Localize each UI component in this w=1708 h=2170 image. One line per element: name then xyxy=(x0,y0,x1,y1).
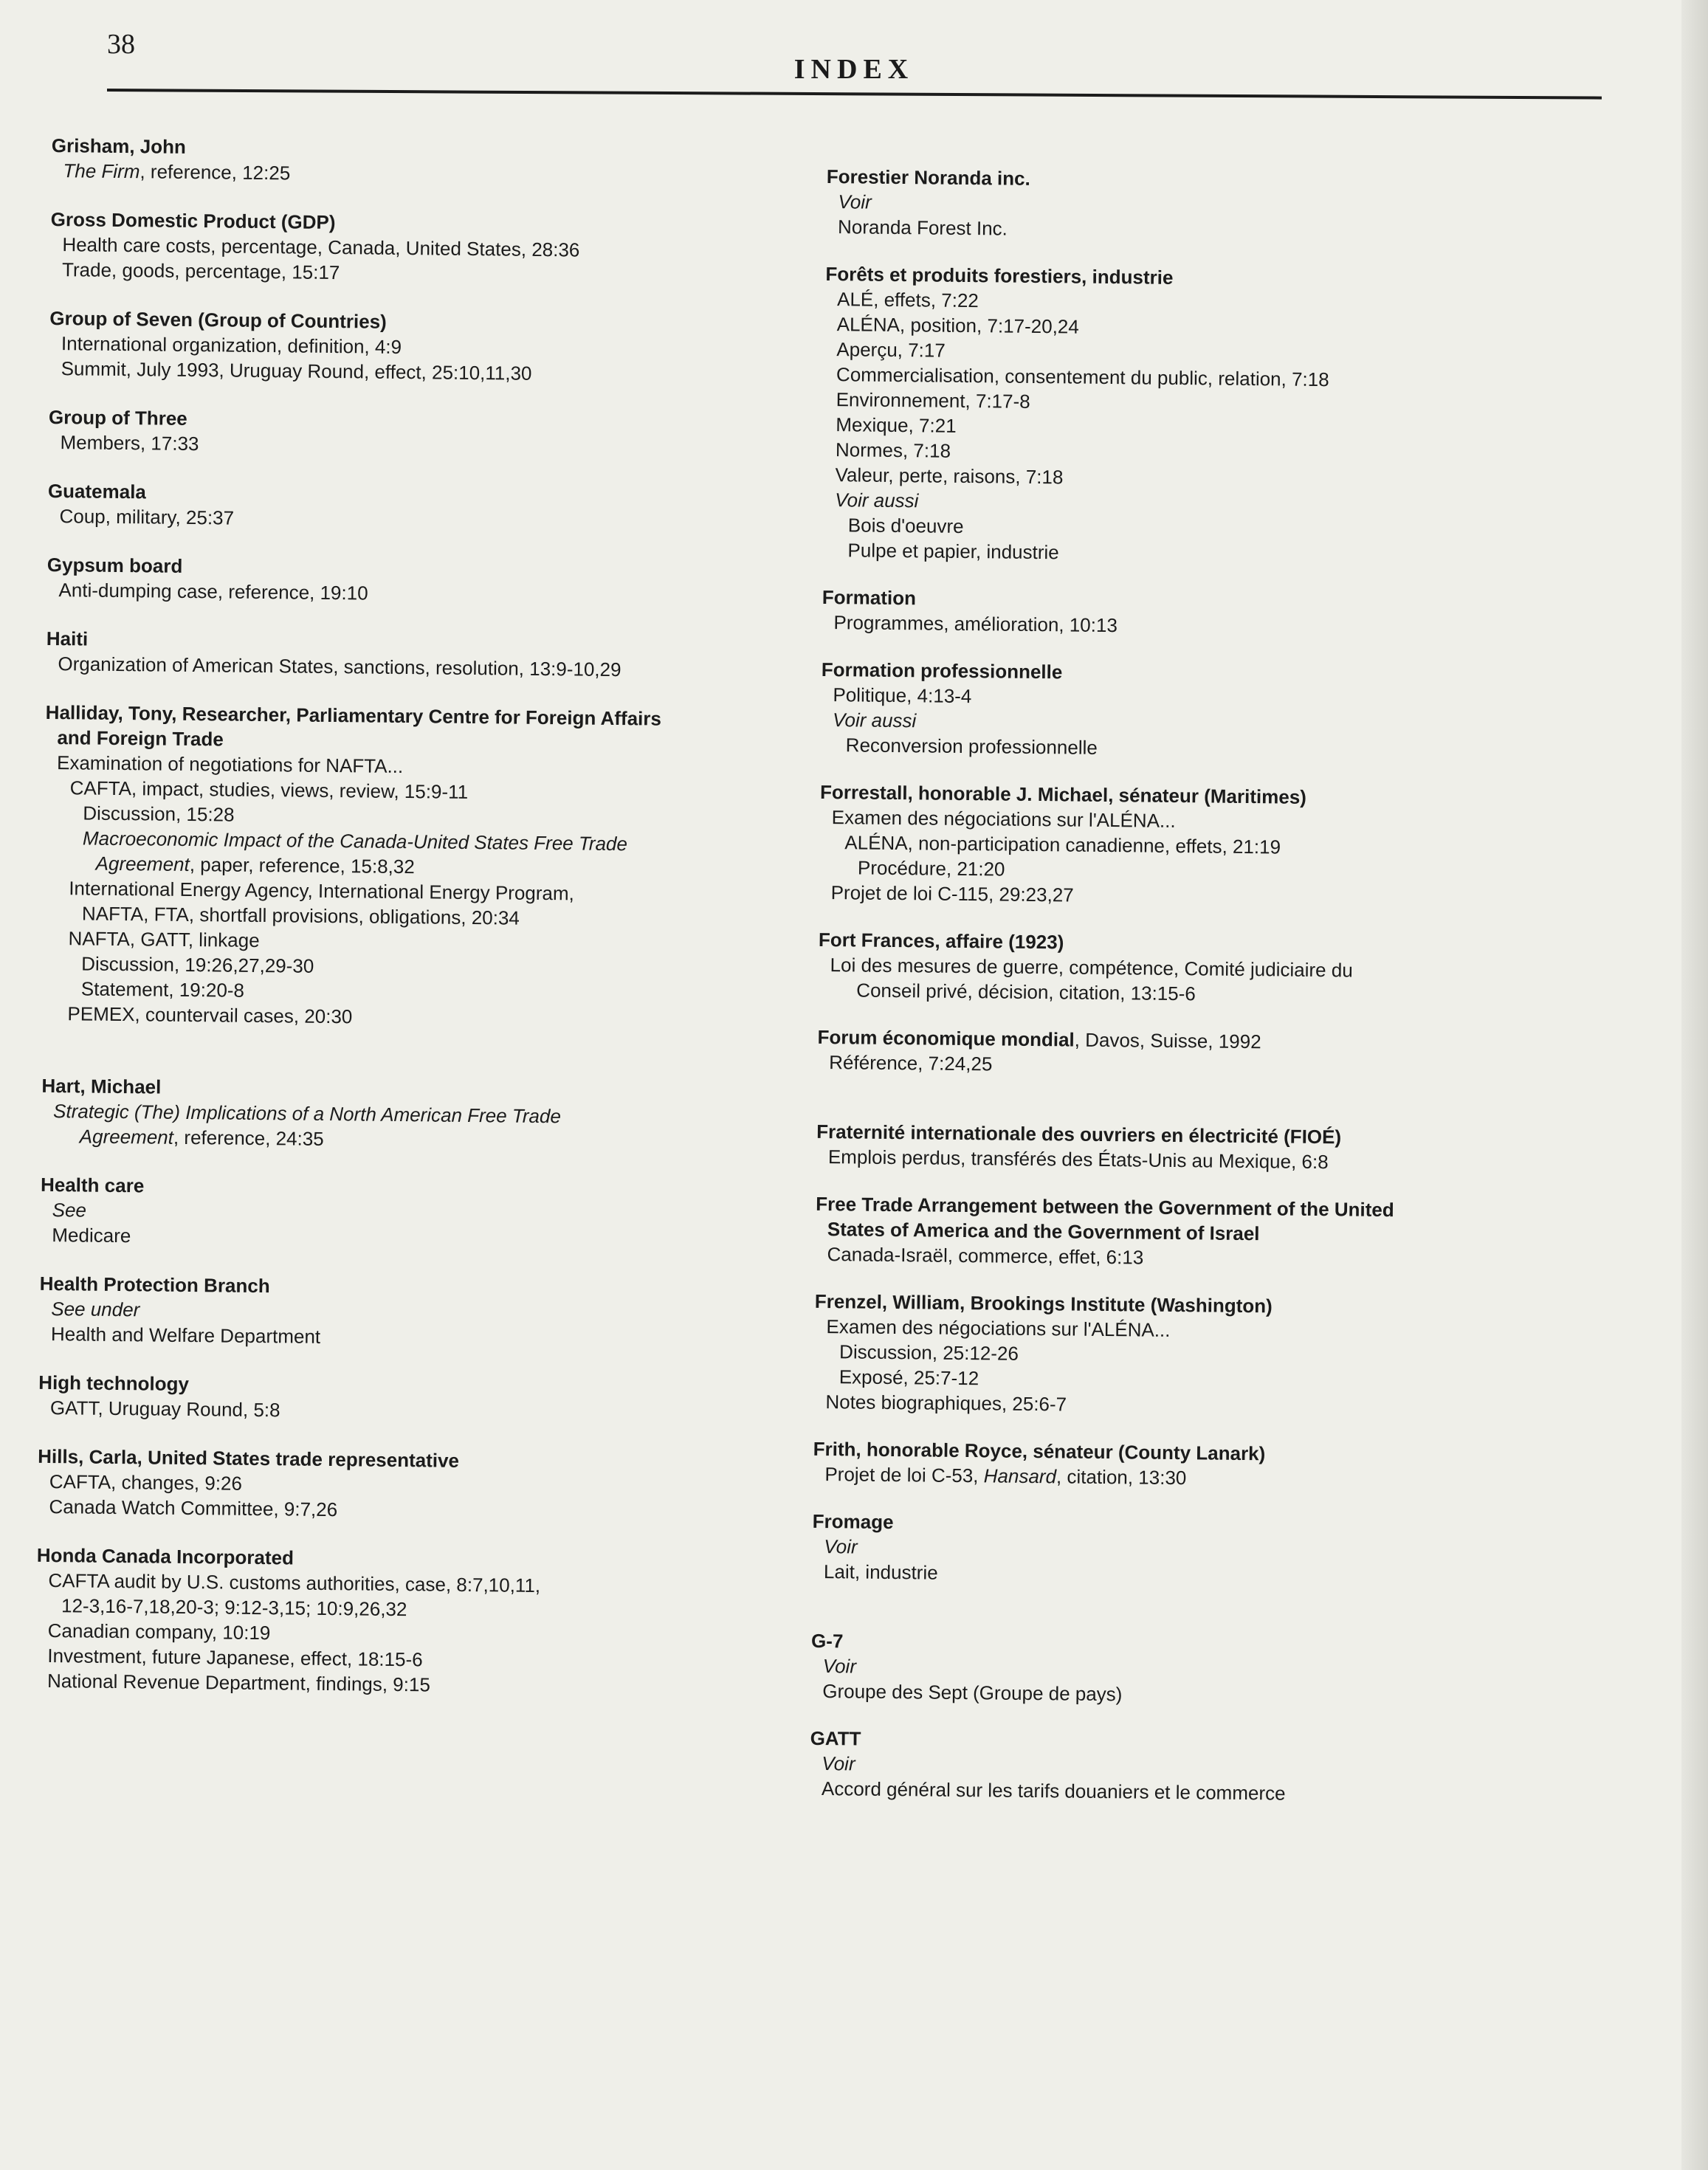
index-heading: Fromage xyxy=(812,1509,894,1534)
index-entry xyxy=(37,1444,791,1527)
index-subentry: Canadian company, 10:19 xyxy=(47,1619,271,1644)
index-heading: G-7 xyxy=(810,1629,844,1653)
header-rule xyxy=(107,89,1602,100)
index-entry xyxy=(822,261,1630,571)
index-subentry: ALÉNA, non-participation canadienne, effets, 21:19 xyxy=(844,831,1281,858)
index-entry xyxy=(42,700,799,1034)
index-heading: Health care xyxy=(40,1173,145,1197)
index-entry xyxy=(48,404,802,463)
index-heading-continued: States of America and the Government of Israel xyxy=(827,1218,1260,1245)
index-subentry: NAFTA, FTA, shortfall provisions, obligations, 20:34 xyxy=(81,902,520,929)
index-subentry: Agreement, reference, 24:35 xyxy=(79,1125,324,1150)
running-head: INDEX xyxy=(793,54,915,85)
index-subentry: Health care costs, percentage, Canada, United States, 28:36 xyxy=(62,233,580,261)
index-subentry: ALÉNA, position, 7:17-20,24 xyxy=(836,313,1079,338)
index-subentry: Examination of negotiations for NAFTA... xyxy=(56,751,404,778)
index-heading: Frenzel, William, Brookings Institute (Washington) xyxy=(814,1289,1273,1318)
index-subentry: Voir xyxy=(822,1752,855,1775)
index-subentry: Environnement, 7:17-8 xyxy=(836,388,1030,413)
index-heading: Group of Three xyxy=(48,405,187,430)
index-subentry: Voir aussi xyxy=(832,709,917,732)
index-entry xyxy=(813,1289,1619,1422)
index-subentry: Emplois perdus, transférés des États-Unis au Mexique, 6:8 xyxy=(827,1146,1329,1174)
index-entry xyxy=(47,552,800,610)
index-heading: Group of Seven (Group of Countries) xyxy=(49,306,387,333)
page-edge-shadow xyxy=(1681,0,1708,2170)
index-subentry: Politique, 4:13-4 xyxy=(833,683,972,708)
index-subentry: See under xyxy=(51,1298,140,1321)
index-entry xyxy=(41,1073,795,1157)
index-subentry: Members, 17:33 xyxy=(60,431,199,455)
index-subentry: Voir xyxy=(822,1655,857,1678)
index-heading: GATT xyxy=(810,1726,861,1750)
index-subentry: Agreement, paper, reference, 15:8,32 xyxy=(95,852,415,878)
index-subentry: Macroeconomic Impact of the Canada-United States Free Trade xyxy=(82,827,628,855)
index-subentry: PEMEX, countervail cases, 20:30 xyxy=(67,1002,353,1028)
index-entry xyxy=(819,779,1625,913)
index-subentry: Aperçu, 7:17 xyxy=(836,338,946,362)
index-subentry: Health and Welfare Department xyxy=(50,1323,321,1348)
index-heading: Formation xyxy=(822,585,917,610)
index-heading: Halliday, Tony, Researcher, Parliamentary Centre for Foreign Affairs xyxy=(45,700,662,730)
index-heading: Fraternité internationale des ouvriers en électricité (FIOÉ) xyxy=(816,1120,1342,1148)
index-heading: Haiti xyxy=(46,627,89,650)
index-entry xyxy=(47,478,801,537)
index-subentry: Référence, 7:24,25 xyxy=(829,1051,993,1075)
page-number: 38 xyxy=(107,29,135,60)
index-heading: Health Protection Branch xyxy=(39,1272,270,1298)
index-subentry: Lait, industrie xyxy=(823,1560,938,1584)
index-subentry: Accord général sur les tarifs douaniers et le commerce xyxy=(821,1777,1286,1805)
index-subentry: ALÉ, effets, 7:22 xyxy=(836,288,979,312)
index-heading: Forrestall, honorable J. Michael, sénateur (Maritimes) xyxy=(819,780,1307,808)
index-heading: Free Trade Arrangement between the Government of the United xyxy=(816,1192,1394,1222)
index-subentry: 12-3,16-7,18,20-3; 9:12-3,15; 10:9,26,32 xyxy=(61,1594,407,1621)
index-subentry: Bois d'oeuvre xyxy=(847,514,964,537)
index-subentry: Conseil privé, décision, citation, 13:15-6 xyxy=(856,979,1196,1005)
index-entry xyxy=(35,1543,790,1701)
index-entry xyxy=(817,1024,1622,1083)
index-subentry: Procédure, 21:20 xyxy=(857,856,1005,881)
index-entry xyxy=(38,1370,792,1428)
index-subentry: Reconversion professionnelle xyxy=(845,734,1098,759)
index-heading: Grisham, John xyxy=(51,134,187,158)
index-heading: Fort Frances, affaire (1923) xyxy=(818,928,1064,954)
index-subentry: Medicare xyxy=(52,1224,131,1247)
index-subentry: The Firm, reference, 12:25 xyxy=(63,159,291,185)
index-subentry: Investment, future Japanese, effect, 18:15-6 xyxy=(47,1644,423,1671)
index-heading: Forêts et produits forestiers, industrie xyxy=(825,262,1174,289)
index-subentry: Programmes, amélioration, 10:13 xyxy=(833,611,1118,637)
index-entry xyxy=(51,133,805,191)
index-subentry: NAFTA, GATT, linkage xyxy=(68,927,260,952)
right-column xyxy=(810,164,1631,1809)
index-entry xyxy=(812,1509,1617,1592)
index-subentry: Coup, military, 25:37 xyxy=(59,505,235,529)
index-heading: Guatemala xyxy=(47,479,147,503)
index-heading: Forum économique mondial, Davos, Suisse, 1992 xyxy=(817,1025,1261,1053)
index-subentry: Examen des négociations sur l'ALÉNA... xyxy=(831,806,1176,832)
index-subentry: Organization of American States, sanctions, resolution, 13:9-10,29 xyxy=(58,652,621,681)
index-heading: Frith, honorable Royce, sénateur (County Lanark) xyxy=(813,1437,1266,1465)
index-subentry: Projet de loi C-115, 29:23,27 xyxy=(830,881,1074,906)
index-subentry: CAFTA, changes, 9:26 xyxy=(49,1470,243,1495)
index-heading: Gross Domestic Product (GDP) xyxy=(50,207,336,234)
index-subentry: Statement, 19:20-8 xyxy=(80,977,245,1002)
index-entry xyxy=(46,626,799,684)
index-subentry: See xyxy=(52,1199,87,1222)
index-entry xyxy=(815,1191,1620,1275)
index-subentry: Discussion, 25:12-26 xyxy=(838,1340,1019,1365)
index-subentry: CAFTA audit by U.S. customs authorities, case, 8:7,10,11, xyxy=(48,1569,541,1597)
index-subentry: Strategic (The) Implications of a North American Free Trade xyxy=(52,1100,562,1128)
index-subentry: Commercialisation, consentement du public, relation, 7:18 xyxy=(836,363,1329,391)
index-entry xyxy=(826,164,1631,247)
index-subentry: Groupe des Sept (Groupe de pays) xyxy=(822,1680,1123,1706)
index-subentry: Notes biographiques, 25:6-7 xyxy=(825,1391,1067,1416)
index-entry xyxy=(49,306,802,389)
index-heading: Hart, Michael xyxy=(41,1074,162,1098)
index-subentry: Discussion, 19:26,27,29-30 xyxy=(81,952,314,977)
index-heading: Gypsum board xyxy=(47,553,183,577)
index-subentry: Exposé, 25:7-12 xyxy=(838,1365,979,1390)
index-subentry: Discussion, 15:28 xyxy=(83,802,235,826)
index-subentry: Mexique, 7:21 xyxy=(836,413,957,437)
index-subentry: Noranda Forest Inc. xyxy=(837,216,1008,240)
left-column xyxy=(35,133,805,1701)
index-entry xyxy=(40,1172,793,1256)
index-subentry: Anti-dumping case, reference, 19:10 xyxy=(58,579,368,604)
index-subentry: Normes, 7:18 xyxy=(835,438,951,462)
index-subentry: CAFTA, impact, studies, views, review, 15:9-11 xyxy=(69,776,469,803)
index-subentry: Pulpe et papier, industrie xyxy=(847,539,1059,564)
index-subentry: Canada-Israël, commerce, effet, 6:13 xyxy=(827,1243,1144,1269)
index-entry xyxy=(50,207,804,290)
index-entry xyxy=(39,1271,793,1354)
index-subentry: GATT, Uruguay Round, 5:8 xyxy=(49,1396,280,1422)
index-heading: High technology xyxy=(38,1371,190,1396)
index-entry xyxy=(818,927,1623,1010)
index-heading: Forestier Noranda inc. xyxy=(826,165,1030,190)
index-subentry: Voir xyxy=(838,190,872,213)
index-entry xyxy=(813,1436,1618,1495)
index-subentry: Examen des négociations sur l'ALÉNA... xyxy=(826,1315,1171,1341)
index-subentry: Canada Watch Committee, 9:7,26 xyxy=(49,1495,338,1521)
index-heading: Formation professionnelle xyxy=(821,658,1063,683)
index-entry xyxy=(821,657,1626,765)
index-heading: Honda Canada Incorporated xyxy=(36,1543,295,1569)
index-entry xyxy=(810,1726,1615,1809)
index-subentry: Valeur, perte, raisons, 7:18 xyxy=(835,464,1064,489)
index-subentry: Voir xyxy=(824,1535,858,1558)
index-entry xyxy=(816,1119,1622,1177)
index-entry xyxy=(822,585,1627,643)
index-subentry: National Revenue Department, findings, 9:15 xyxy=(47,1670,431,1696)
index-subentry: Voir aussi xyxy=(835,489,919,512)
index-subentry: Loi des mesures de guerre, compétence, Comité judiciaire du xyxy=(830,954,1353,982)
index-subentry: International Energy Agency, International Energy Program, xyxy=(69,877,574,905)
index-subentry: Summit, July 1993, Uruguay Round, effect, 25:10,11,30 xyxy=(61,357,532,385)
index-subentry: Projet de loi C-53, Hansard, citation, 13:30 xyxy=(824,1463,1187,1489)
index-entry xyxy=(810,1628,1616,1712)
index-subentry: Trade, goods, percentage, 15:17 xyxy=(61,258,340,284)
index-subentry: International organization, definition, 4:9 xyxy=(61,332,402,358)
index-heading: Hills, Carla, United States trade representative xyxy=(38,1444,460,1472)
index-heading-continued: and Foreign Trade xyxy=(57,726,224,751)
